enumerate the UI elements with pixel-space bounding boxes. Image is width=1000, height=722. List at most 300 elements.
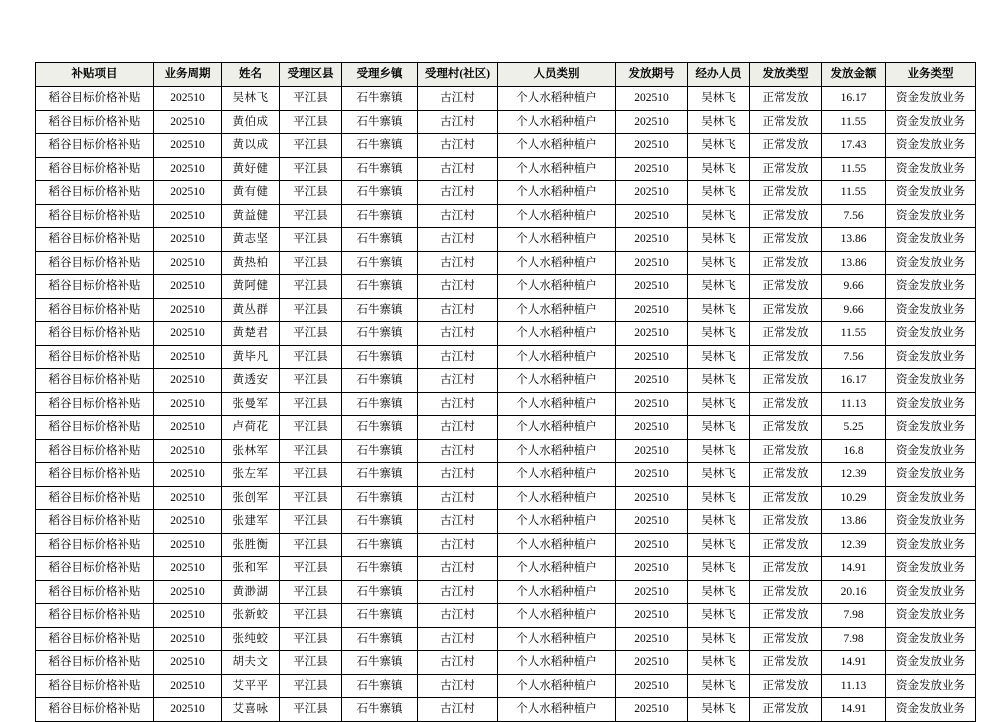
table-cell: 平江县 bbox=[280, 416, 342, 440]
table-cell: 资金发放业务 bbox=[886, 87, 976, 111]
table-cell: 正常发放 bbox=[750, 204, 822, 228]
table-cell: 13.86 bbox=[822, 251, 886, 275]
table-cell: 202510 bbox=[154, 580, 222, 604]
column-header-business-type: 业务类型 bbox=[886, 63, 976, 87]
table-cell: 平江县 bbox=[280, 557, 342, 581]
table-cell: 平江县 bbox=[280, 345, 342, 369]
table-cell: 石牛寨镇 bbox=[342, 463, 418, 487]
table-cell: 稻谷目标价格补贴 bbox=[36, 698, 154, 722]
table-row bbox=[36, 134, 976, 158]
table-cell: 202510 bbox=[616, 87, 688, 111]
table-cell: 稻谷目标价格补贴 bbox=[36, 439, 154, 463]
table-cell: 个人水稻种植户 bbox=[498, 486, 616, 510]
table-cell: 个人水稻种植户 bbox=[498, 251, 616, 275]
table-cell: 吴林飞 bbox=[688, 439, 750, 463]
column-header-issue-period: 发放期号 bbox=[616, 63, 688, 87]
table-cell: 石牛寨镇 bbox=[342, 87, 418, 111]
column-header-issue-type: 发放类型 bbox=[750, 63, 822, 87]
table-cell: 稻谷目标价格补贴 bbox=[36, 204, 154, 228]
table-cell: 个人水稻种植户 bbox=[498, 533, 616, 557]
table-cell: 吴林飞 bbox=[688, 580, 750, 604]
table-row bbox=[36, 463, 976, 487]
table-row bbox=[36, 510, 976, 534]
table-cell: 吴林飞 bbox=[688, 651, 750, 675]
table-header bbox=[36, 63, 976, 87]
table-cell: 吴林飞 bbox=[688, 510, 750, 534]
table-cell: 个人水稻种植户 bbox=[498, 698, 616, 722]
table-cell: 古江村 bbox=[418, 228, 498, 252]
table-cell: 黄以成 bbox=[222, 134, 280, 158]
table-cell: 张纯蛟 bbox=[222, 627, 280, 651]
table-cell: 202510 bbox=[154, 439, 222, 463]
table-cell: 个人水稻种植户 bbox=[498, 275, 616, 299]
table-cell: 古江村 bbox=[418, 369, 498, 393]
table-cell: 吴林飞 bbox=[688, 228, 750, 252]
table-cell: 202510 bbox=[154, 369, 222, 393]
table-cell: 正常发放 bbox=[750, 510, 822, 534]
table-cell: 正常发放 bbox=[750, 627, 822, 651]
table-cell: 11.13 bbox=[822, 674, 886, 698]
table-cell: 202510 bbox=[154, 392, 222, 416]
table-cell: 正常发放 bbox=[750, 87, 822, 111]
table-cell: 平江县 bbox=[280, 251, 342, 275]
table-cell: 石牛寨镇 bbox=[342, 439, 418, 463]
table-cell: 正常发放 bbox=[750, 392, 822, 416]
table-cell: 稻谷目标价格补贴 bbox=[36, 533, 154, 557]
table-cell: 平江县 bbox=[280, 275, 342, 299]
table-cell: 个人水稻种植户 bbox=[498, 627, 616, 651]
table-cell: 古江村 bbox=[418, 674, 498, 698]
table-cell: 202510 bbox=[154, 627, 222, 651]
table-cell: 资金发放业务 bbox=[886, 604, 976, 628]
table-row bbox=[36, 157, 976, 181]
table-cell: 202510 bbox=[616, 110, 688, 134]
table-cell: 正常发放 bbox=[750, 110, 822, 134]
table-cell: 张曼军 bbox=[222, 392, 280, 416]
table-cell: 吴林飞 bbox=[688, 698, 750, 722]
table-cell: 202510 bbox=[616, 157, 688, 181]
table-row bbox=[36, 557, 976, 581]
table-cell: 202510 bbox=[616, 322, 688, 346]
table-cell: 黄丛群 bbox=[222, 298, 280, 322]
table-cell: 202510 bbox=[616, 510, 688, 534]
table-cell: 吴林飞 bbox=[688, 416, 750, 440]
table-cell: 古江村 bbox=[418, 87, 498, 111]
table-cell: 17.43 bbox=[822, 134, 886, 158]
table-cell: 正常发放 bbox=[750, 698, 822, 722]
table-cell: 吴林飞 bbox=[688, 204, 750, 228]
table-row bbox=[36, 439, 976, 463]
table-cell: 个人水稻种植户 bbox=[498, 392, 616, 416]
table-cell: 稻谷目标价格补贴 bbox=[36, 627, 154, 651]
table-cell: 石牛寨镇 bbox=[342, 110, 418, 134]
table-cell: 平江县 bbox=[280, 604, 342, 628]
table-cell: 吴林飞 bbox=[222, 87, 280, 111]
table-cell: 古江村 bbox=[418, 510, 498, 534]
table-cell: 资金发放业务 bbox=[886, 392, 976, 416]
table-cell: 张和军 bbox=[222, 557, 280, 581]
table-cell: 个人水稻种植户 bbox=[498, 580, 616, 604]
table-cell: 202510 bbox=[616, 533, 688, 557]
table-cell: 稻谷目标价格补贴 bbox=[36, 510, 154, 534]
table-cell: 平江县 bbox=[280, 651, 342, 675]
table-cell: 资金发放业务 bbox=[886, 510, 976, 534]
table-cell: 张创军 bbox=[222, 486, 280, 510]
table-cell: 7.98 bbox=[822, 604, 886, 628]
table-cell: 16.17 bbox=[822, 369, 886, 393]
table-cell: 12.39 bbox=[822, 463, 886, 487]
table-cell: 202510 bbox=[154, 134, 222, 158]
table-cell: 张林军 bbox=[222, 439, 280, 463]
table-cell: 202510 bbox=[616, 463, 688, 487]
table-cell: 稻谷目标价格补贴 bbox=[36, 651, 154, 675]
table-cell: 稻谷目标价格补贴 bbox=[36, 322, 154, 346]
table-cell: 古江村 bbox=[418, 275, 498, 299]
table-cell: 石牛寨镇 bbox=[342, 486, 418, 510]
subsidy-table bbox=[35, 62, 976, 722]
table-cell: 平江县 bbox=[280, 439, 342, 463]
table-cell: 个人水稻种植户 bbox=[498, 110, 616, 134]
table-cell: 平江县 bbox=[280, 369, 342, 393]
table-cell: 稻谷目标价格补贴 bbox=[36, 369, 154, 393]
table-row bbox=[36, 369, 976, 393]
table-cell: 202510 bbox=[616, 557, 688, 581]
table-cell: 资金发放业务 bbox=[886, 486, 976, 510]
table-cell: 个人水稻种植户 bbox=[498, 298, 616, 322]
table-cell: 202510 bbox=[616, 204, 688, 228]
table-cell: 黄有健 bbox=[222, 181, 280, 205]
table-cell: 个人水稻种植户 bbox=[498, 204, 616, 228]
table-cell: 11.13 bbox=[822, 392, 886, 416]
table-cell: 202510 bbox=[616, 439, 688, 463]
table-cell: 石牛寨镇 bbox=[342, 369, 418, 393]
table-cell: 石牛寨镇 bbox=[342, 698, 418, 722]
table-cell: 稻谷目标价格补贴 bbox=[36, 157, 154, 181]
table-cell: 个人水稻种植户 bbox=[498, 369, 616, 393]
table-cell: 14.91 bbox=[822, 651, 886, 675]
table-cell: 资金发放业务 bbox=[886, 228, 976, 252]
table-cell: 202510 bbox=[616, 698, 688, 722]
table-cell: 黄透安 bbox=[222, 369, 280, 393]
table-cell: 202510 bbox=[616, 627, 688, 651]
table-cell: 石牛寨镇 bbox=[342, 251, 418, 275]
table-cell: 202510 bbox=[616, 228, 688, 252]
table-cell: 资金发放业务 bbox=[886, 157, 976, 181]
table-cell: 平江县 bbox=[280, 392, 342, 416]
table-cell: 202510 bbox=[616, 651, 688, 675]
table-cell: 资金发放业务 bbox=[886, 416, 976, 440]
column-header-issue-amount: 发放金额 bbox=[822, 63, 886, 87]
table-cell: 稻谷目标价格补贴 bbox=[36, 134, 154, 158]
table-cell: 黄伯成 bbox=[222, 110, 280, 134]
table-cell: 个人水稻种植户 bbox=[498, 416, 616, 440]
table-cell: 稻谷目标价格补贴 bbox=[36, 345, 154, 369]
table-cell: 个人水稻种植户 bbox=[498, 463, 616, 487]
table-cell: 202510 bbox=[616, 416, 688, 440]
table-cell: 16.8 bbox=[822, 439, 886, 463]
table-cell: 平江县 bbox=[280, 298, 342, 322]
table-cell: 石牛寨镇 bbox=[342, 674, 418, 698]
table-cell: 平江县 bbox=[280, 627, 342, 651]
table-cell: 资金发放业务 bbox=[886, 181, 976, 205]
table-cell: 石牛寨镇 bbox=[342, 228, 418, 252]
table-cell: 资金发放业务 bbox=[886, 345, 976, 369]
column-header-handler: 经办人员 bbox=[688, 63, 750, 87]
table-cell: 个人水稻种植户 bbox=[498, 651, 616, 675]
table-cell: 张建军 bbox=[222, 510, 280, 534]
table-cell: 12.39 bbox=[822, 533, 886, 557]
table-cell: 古江村 bbox=[418, 110, 498, 134]
table-cell: 张左军 bbox=[222, 463, 280, 487]
table-cell: 吴林飞 bbox=[688, 345, 750, 369]
table-cell: 资金发放业务 bbox=[886, 533, 976, 557]
table-cell: 石牛寨镇 bbox=[342, 322, 418, 346]
table-cell: 平江县 bbox=[280, 134, 342, 158]
table-row bbox=[36, 322, 976, 346]
table-cell: 资金发放业务 bbox=[886, 110, 976, 134]
table-cell: 资金发放业务 bbox=[886, 134, 976, 158]
table-cell: 202510 bbox=[154, 416, 222, 440]
table-cell: 古江村 bbox=[418, 627, 498, 651]
table-cell: 个人水稻种植户 bbox=[498, 181, 616, 205]
table-cell: 202510 bbox=[154, 345, 222, 369]
column-header-subsidy-project: 补贴项目 bbox=[36, 63, 154, 87]
table-cell: 古江村 bbox=[418, 486, 498, 510]
table-cell: 吴林飞 bbox=[688, 110, 750, 134]
table-cell: 202510 bbox=[616, 369, 688, 393]
table-cell: 稻谷目标价格补贴 bbox=[36, 110, 154, 134]
table-cell: 正常发放 bbox=[750, 275, 822, 299]
table-cell: 202510 bbox=[616, 275, 688, 299]
table-cell: 艾平平 bbox=[222, 674, 280, 698]
table-row bbox=[36, 392, 976, 416]
table-cell: 石牛寨镇 bbox=[342, 134, 418, 158]
table-cell: 202510 bbox=[154, 604, 222, 628]
table-cell: 202510 bbox=[154, 157, 222, 181]
table-cell: 稻谷目标价格补贴 bbox=[36, 275, 154, 299]
table-cell: 石牛寨镇 bbox=[342, 651, 418, 675]
table-cell: 202510 bbox=[616, 392, 688, 416]
table-cell: 平江县 bbox=[280, 87, 342, 111]
table-cell: 202510 bbox=[616, 580, 688, 604]
table-cell: 正常发放 bbox=[750, 369, 822, 393]
table-cell: 平江县 bbox=[280, 110, 342, 134]
table-cell: 吴林飞 bbox=[688, 298, 750, 322]
table-cell: 资金发放业务 bbox=[886, 275, 976, 299]
table-cell: 202510 bbox=[616, 251, 688, 275]
table-cell: 吴林飞 bbox=[688, 392, 750, 416]
subsidy-table-container bbox=[35, 62, 965, 722]
table-cell: 平江县 bbox=[280, 228, 342, 252]
table-cell: 稻谷目标价格补贴 bbox=[36, 251, 154, 275]
table-cell: 正常发放 bbox=[750, 298, 822, 322]
table-cell: 石牛寨镇 bbox=[342, 557, 418, 581]
table-cell: 古江村 bbox=[418, 157, 498, 181]
table-cell: 吴林飞 bbox=[688, 157, 750, 181]
table-cell: 个人水稻种植户 bbox=[498, 510, 616, 534]
table-cell: 个人水稻种植户 bbox=[498, 439, 616, 463]
table-cell: 16.17 bbox=[822, 87, 886, 111]
table-cell: 古江村 bbox=[418, 204, 498, 228]
table-cell: 202510 bbox=[616, 298, 688, 322]
table-cell: 202510 bbox=[154, 322, 222, 346]
table-cell: 7.56 bbox=[822, 345, 886, 369]
table-cell: 石牛寨镇 bbox=[342, 181, 418, 205]
table-cell: 古江村 bbox=[418, 604, 498, 628]
table-cell: 202510 bbox=[154, 698, 222, 722]
table-cell: 个人水稻种植户 bbox=[498, 345, 616, 369]
table-cell: 个人水稻种植户 bbox=[498, 134, 616, 158]
table-cell: 202510 bbox=[154, 275, 222, 299]
table-cell: 石牛寨镇 bbox=[342, 275, 418, 299]
table-cell: 个人水稻种植户 bbox=[498, 322, 616, 346]
table-cell: 个人水稻种植户 bbox=[498, 157, 616, 181]
table-cell: 胡夫文 bbox=[222, 651, 280, 675]
table-cell: 202510 bbox=[154, 486, 222, 510]
table-cell: 202510 bbox=[154, 251, 222, 275]
table-cell: 202510 bbox=[154, 463, 222, 487]
table-cell: 11.55 bbox=[822, 181, 886, 205]
table-cell: 正常发放 bbox=[750, 674, 822, 698]
table-cell: 稻谷目标价格补贴 bbox=[36, 87, 154, 111]
table-row bbox=[36, 627, 976, 651]
table-cell: 石牛寨镇 bbox=[342, 204, 418, 228]
table-cell: 吴林飞 bbox=[688, 627, 750, 651]
table-cell: 吴林飞 bbox=[688, 486, 750, 510]
table-row bbox=[36, 486, 976, 510]
table-cell: 11.55 bbox=[822, 322, 886, 346]
table-cell: 11.55 bbox=[822, 157, 886, 181]
table-cell: 平江县 bbox=[280, 204, 342, 228]
table-cell: 202510 bbox=[616, 486, 688, 510]
table-cell: 石牛寨镇 bbox=[342, 392, 418, 416]
table-cell: 黄好健 bbox=[222, 157, 280, 181]
table-cell: 13.86 bbox=[822, 228, 886, 252]
table-cell: 资金发放业务 bbox=[886, 463, 976, 487]
table-cell: 202510 bbox=[154, 228, 222, 252]
table-cell: 7.56 bbox=[822, 204, 886, 228]
table-cell: 稻谷目标价格补贴 bbox=[36, 298, 154, 322]
table-cell: 稻谷目标价格补贴 bbox=[36, 392, 154, 416]
table-cell: 张新蛟 bbox=[222, 604, 280, 628]
table-row bbox=[36, 651, 976, 675]
table-cell: 石牛寨镇 bbox=[342, 604, 418, 628]
table-cell: 资金发放业务 bbox=[886, 204, 976, 228]
table-cell: 古江村 bbox=[418, 557, 498, 581]
table-row bbox=[36, 228, 976, 252]
table-cell: 正常发放 bbox=[750, 486, 822, 510]
table-cell: 黄益健 bbox=[222, 204, 280, 228]
table-cell: 吴林飞 bbox=[688, 533, 750, 557]
table-cell: 资金发放业务 bbox=[886, 651, 976, 675]
table-cell: 资金发放业务 bbox=[886, 557, 976, 581]
table-cell: 古江村 bbox=[418, 439, 498, 463]
table-cell: 卢荷花 bbox=[222, 416, 280, 440]
table-cell: 古江村 bbox=[418, 580, 498, 604]
table-cell: 202510 bbox=[616, 134, 688, 158]
table-cell: 14.91 bbox=[822, 557, 886, 581]
table-cell: 个人水稻种植户 bbox=[498, 604, 616, 628]
table-cell: 稻谷目标价格补贴 bbox=[36, 228, 154, 252]
table-cell: 稻谷目标价格补贴 bbox=[36, 674, 154, 698]
table-cell: 个人水稻种植户 bbox=[498, 674, 616, 698]
table-body bbox=[36, 87, 976, 722]
table-cell: 正常发放 bbox=[750, 416, 822, 440]
table-row bbox=[36, 87, 976, 111]
table-cell: 吴林飞 bbox=[688, 369, 750, 393]
column-header-business-period: 业务周期 bbox=[154, 63, 222, 87]
table-cell: 古江村 bbox=[418, 698, 498, 722]
table-row bbox=[36, 204, 976, 228]
table-cell: 正常发放 bbox=[750, 580, 822, 604]
table-cell: 古江村 bbox=[418, 322, 498, 346]
column-header-village: 受理村(社区) bbox=[418, 63, 498, 87]
table-cell: 平江县 bbox=[280, 674, 342, 698]
table-cell: 7.98 bbox=[822, 627, 886, 651]
table-cell: 石牛寨镇 bbox=[342, 157, 418, 181]
table-cell: 平江县 bbox=[280, 463, 342, 487]
table-cell: 202510 bbox=[616, 674, 688, 698]
table-cell: 黄毕凡 bbox=[222, 345, 280, 369]
table-cell: 古江村 bbox=[418, 251, 498, 275]
table-cell: 资金发放业务 bbox=[886, 627, 976, 651]
table-cell: 正常发放 bbox=[750, 134, 822, 158]
table-row bbox=[36, 580, 976, 604]
table-cell: 202510 bbox=[154, 557, 222, 581]
table-cell: 资金发放业务 bbox=[886, 298, 976, 322]
column-header-county: 受理区县 bbox=[280, 63, 342, 87]
table-cell: 吴林飞 bbox=[688, 604, 750, 628]
table-cell: 吴林飞 bbox=[688, 674, 750, 698]
table-cell: 平江县 bbox=[280, 181, 342, 205]
table-cell: 202510 bbox=[154, 204, 222, 228]
table-cell: 吴林飞 bbox=[688, 134, 750, 158]
table-row bbox=[36, 298, 976, 322]
column-header-township: 受理乡镇 bbox=[342, 63, 418, 87]
table-cell: 吴林飞 bbox=[688, 87, 750, 111]
table-cell: 平江县 bbox=[280, 322, 342, 346]
table-cell: 黄热柏 bbox=[222, 251, 280, 275]
table-cell: 石牛寨镇 bbox=[342, 580, 418, 604]
table-cell: 稻谷目标价格补贴 bbox=[36, 486, 154, 510]
table-cell: 石牛寨镇 bbox=[342, 416, 418, 440]
table-cell: 5.25 bbox=[822, 416, 886, 440]
table-cell: 稻谷目标价格补贴 bbox=[36, 604, 154, 628]
table-cell: 古江村 bbox=[418, 463, 498, 487]
table-cell: 202510 bbox=[616, 181, 688, 205]
table-row bbox=[36, 604, 976, 628]
table-cell: 202510 bbox=[154, 674, 222, 698]
table-cell: 稻谷目标价格补贴 bbox=[36, 181, 154, 205]
table-cell: 吴林飞 bbox=[688, 557, 750, 581]
table-cell: 资金发放业务 bbox=[886, 251, 976, 275]
table-cell: 202510 bbox=[616, 604, 688, 628]
table-cell: 资金发放业务 bbox=[886, 369, 976, 393]
table-cell: 202510 bbox=[154, 298, 222, 322]
table-cell: 稻谷目标价格补贴 bbox=[36, 580, 154, 604]
table-cell: 正常发放 bbox=[750, 345, 822, 369]
table-cell: 黄楚君 bbox=[222, 322, 280, 346]
table-cell: 平江县 bbox=[280, 580, 342, 604]
table-cell: 吴林飞 bbox=[688, 322, 750, 346]
table-cell: 202510 bbox=[154, 110, 222, 134]
table-cell: 石牛寨镇 bbox=[342, 298, 418, 322]
table-cell: 古江村 bbox=[418, 416, 498, 440]
table-cell: 正常发放 bbox=[750, 251, 822, 275]
table-row bbox=[36, 416, 976, 440]
table-cell: 古江村 bbox=[418, 651, 498, 675]
table-cell: 稻谷目标价格补贴 bbox=[36, 557, 154, 581]
